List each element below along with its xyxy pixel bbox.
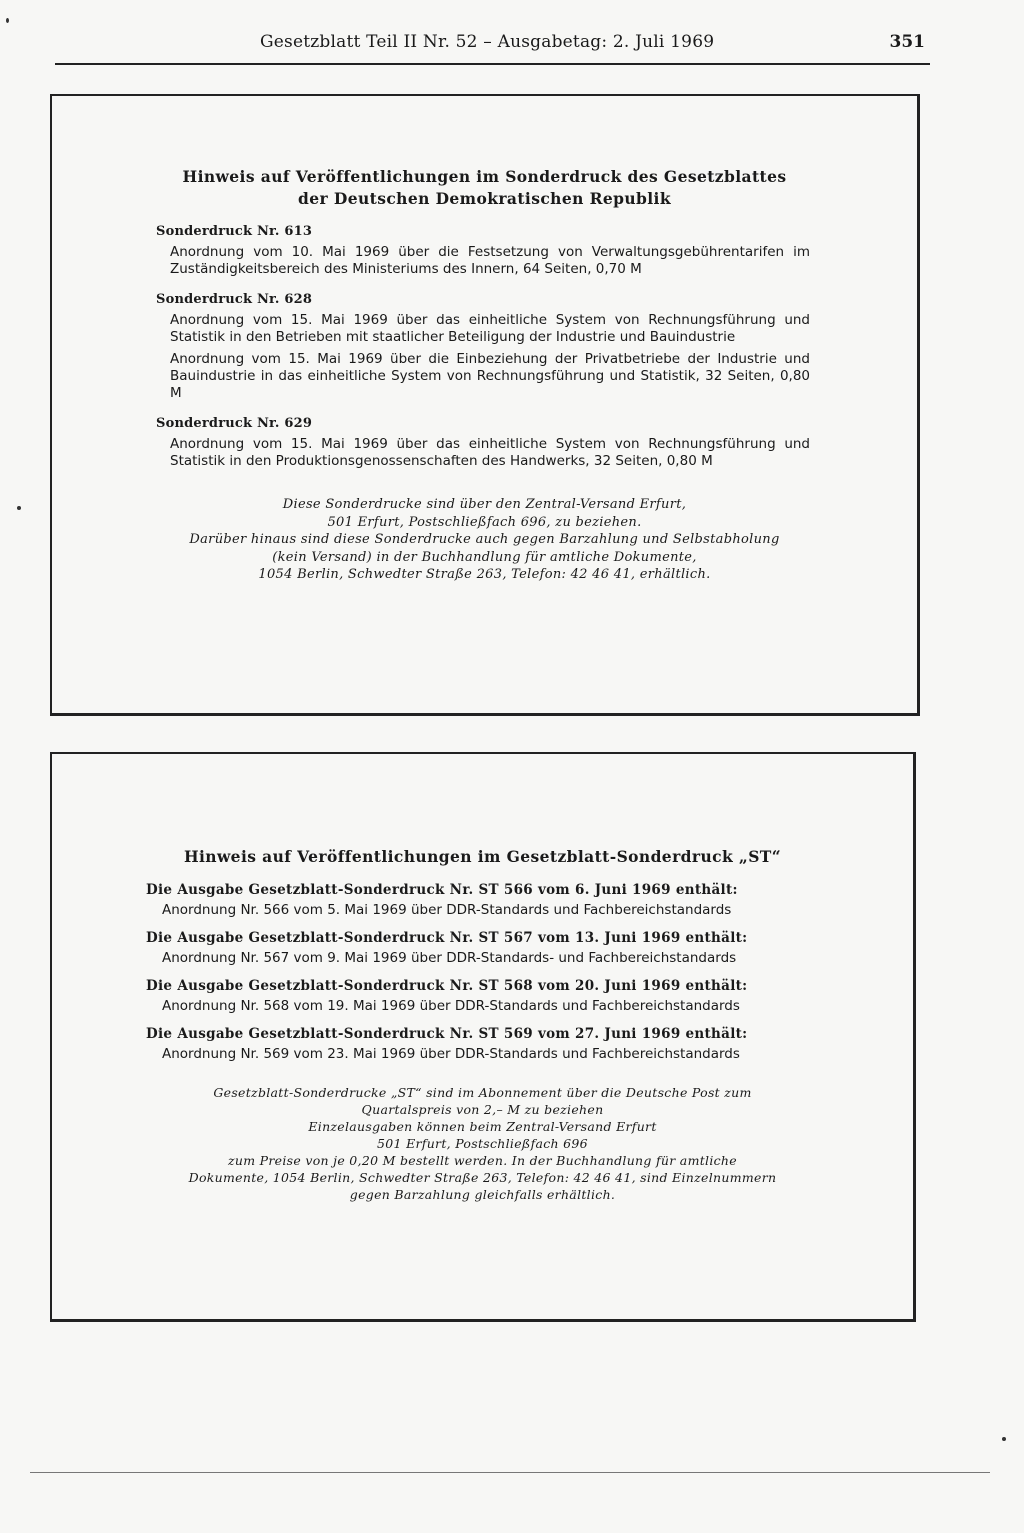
header-title: Gesetzblatt Teil II Nr. 52 – Ausgabetag: 2. Juli 1969 xyxy=(260,32,715,52)
page-number: 351 xyxy=(889,32,925,52)
st-ordering-note-line: zum Preise von je 0,20 M bestellt werden. In der Buchhandlung für amtliche xyxy=(228,1153,737,1168)
st-ordering-note xyxy=(52,1084,913,1203)
scan-speck xyxy=(6,18,9,23)
sonderdruck-entry xyxy=(52,224,917,278)
st-ordering-note-line: 501 Erfurt, Postschließfach 696 xyxy=(377,1136,588,1151)
st-ordering-note-line: Quartalspreis von 2,– M zu beziehen xyxy=(361,1102,604,1117)
st-ordering-note-line: Gesetzblatt-Sonderdrucke „ST“ sind im Abonnement über die Deutsche Post zum xyxy=(213,1085,752,1100)
sonderdruck-text: Anordnung vom 15. Mai 1969 über das einheitliche System von Rechnungsführung und Statistik in den Betrieben mit staatlicher Beteiligung der Industrie und Bauindustrie xyxy=(170,312,810,345)
st-text: Anordnung Nr. 567 vom 9. Mai 1969 über DDR-Standards- und Fachbereichstandards xyxy=(162,950,737,966)
st-ordering-note-line: Dokumente, 1054 Berlin, Schwedter Straße 263, Telefon: 42 46 41, sind Einzelnummern xyxy=(188,1170,777,1185)
st-box-title: Hinweis auf Veröffentlichungen im Gesetzblatt-Sonderdruck „ST“ xyxy=(183,847,782,866)
sonderdruck-notice-box xyxy=(50,94,920,716)
st-entry xyxy=(52,1026,913,1062)
st-entry xyxy=(52,882,913,918)
st-ordering-note-line: Einzelausgaben können beim Zentral-Versand Erfurt xyxy=(308,1119,657,1134)
ordering-note-line: 1054 Berlin, Schwedter Straße 263, Telefon: 42 46 41, erhältlich. xyxy=(258,567,711,582)
st-entry xyxy=(52,978,913,1014)
st-notice-box xyxy=(50,752,916,1322)
st-ordering-note-line: gegen Barzahlung gleichfalls erhältlich. xyxy=(349,1187,616,1202)
st-text: Anordnung Nr. 568 vom 19. Mai 1969 über DDR-Standards und Fachbereichstandards xyxy=(162,998,740,1014)
page-header xyxy=(55,32,925,62)
scan-edge-line xyxy=(30,1472,990,1473)
sonderdruck-heading: Sonderdruck Nr. 629 xyxy=(156,416,313,431)
ordering-note-line: 501 Erfurt, Postschließfach 696, zu beziehen. xyxy=(327,514,642,530)
ordering-note-line: Darüber hinaus sind diese Sonderdrucke auch gegen Barzahlung und Selbstabholung xyxy=(189,532,780,547)
sonderdruck-heading: Sonderdruck Nr. 628 xyxy=(156,292,313,307)
sonderdruck-entry xyxy=(52,292,917,402)
ordering-note xyxy=(52,496,917,584)
st-text: Anordnung Nr. 569 vom 23. Mai 1969 über DDR-Standards und Fachbereichstandards xyxy=(162,1046,740,1062)
scan-speck xyxy=(1002,1437,1006,1441)
st-heading: Die Ausgabe Gesetzblatt-Sonderdruck Nr. ST 567 vom 13. Juni 1969 enthält: xyxy=(146,930,748,946)
sonderdruck-box-title xyxy=(52,166,917,210)
ordering-note-line: Diese Sonderdrucke sind über den Zentral-Versand Erfurt, xyxy=(282,497,687,512)
sonderdruck-text: Anordnung vom 15. Mai 1969 über das einheitliche System von Rechnungsführung und Statistik in den Produktionsgenossenschaften des Handwerks, 32 Seiten, 0,80 M xyxy=(170,436,810,469)
scan-speck xyxy=(17,506,21,510)
st-heading: Die Ausgabe Gesetzblatt-Sonderdruck Nr. ST 568 vom 20. Juni 1969 enthält: xyxy=(146,978,748,994)
st-heading: Die Ausgabe Gesetzblatt-Sonderdruck Nr. ST 569 vom 27. Juni 1969 enthält: xyxy=(146,1026,748,1042)
sonderdruck-heading: Sonderdruck Nr. 613 xyxy=(156,224,313,239)
st-text: Anordnung Nr. 566 vom 5. Mai 1969 über DDR-Standards und Fachbereichstandards xyxy=(162,902,732,918)
sonderdruck-title-line-1: Hinweis auf Veröffentlichungen im Sonderdruck des Gesetzblattes xyxy=(182,167,787,186)
st-heading: Die Ausgabe Gesetzblatt-Sonderdruck Nr. ST 566 vom 6. Juni 1969 enthält: xyxy=(146,882,738,898)
sonderdruck-entry xyxy=(52,416,917,470)
st-entry xyxy=(52,930,913,966)
header-rule xyxy=(55,63,930,65)
sonderdruck-title-line-2: der Deutschen Demokratischen Republik xyxy=(298,189,671,208)
ordering-note-line: (kein Versand) in der Buchhandlung für amtliche Dokumente, xyxy=(272,549,697,565)
sonderdruck-text: Anordnung vom 15. Mai 1969 über die Einbeziehung der Privatbetriebe der Industrie und Bauindustrie in das einheitliche System von Rechnungsführung und Statistik, 32 Seiten, 0,80 M xyxy=(170,351,810,401)
sonderdruck-text: Anordnung vom 10. Mai 1969 über die Festsetzung von Verwaltungsgebührentarifen im Zuständigkeitsbereich des Ministeriums des Innern, 64 Seiten, 0,70 M xyxy=(170,244,810,277)
